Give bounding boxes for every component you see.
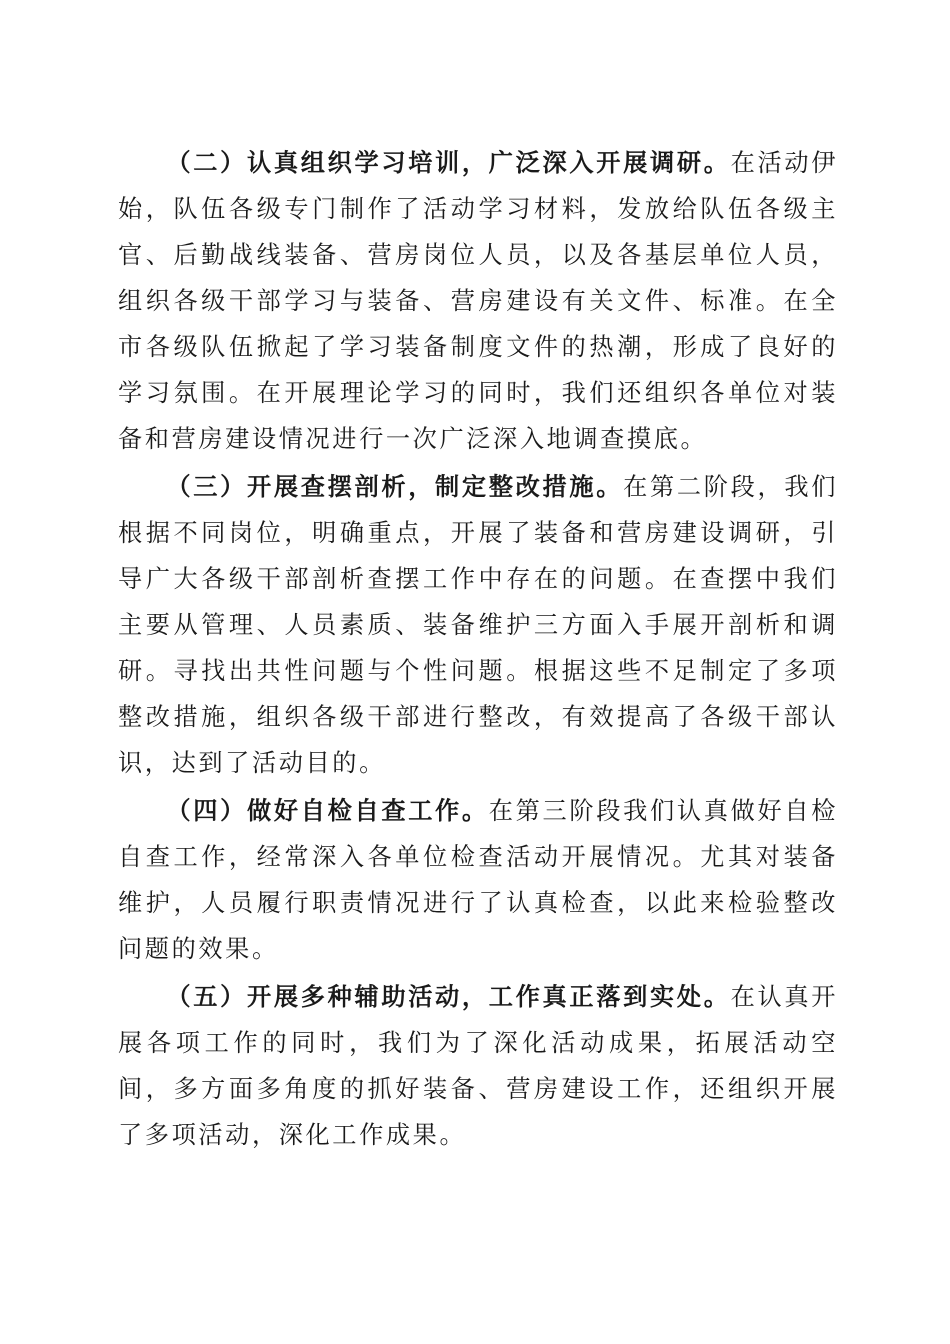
paragraph-body: 在认真开展各项工作的同时，我们为了深化活动成果，拓展活动空间，多方面多角度的抓好装备、营房建设工作，还组织开展了多项活动，深化工作成果。 [118, 983, 838, 1149]
paragraph-heading: （三）开展查摆剖析，制定整改措施。 [166, 472, 624, 501]
paragraph-body: 在第二阶段，我们根据不同岗位，明确重点，开展了装备和营房建设调研，引导广大各级干部剖析查摆工作中存在的问题。在查摆中我们主要从管理、人员素质、装备维护三方面入手展开剖析和调研。寻找出共性问题与个性问题。根据这些不足制定了多项整改措施，组织各级干部进行整改，有效提高了各级干部认识，达到了活动目的。 [118, 473, 838, 777]
paragraph-heading: （二）认真组织学习培训，广泛深入开展调研。 [166, 148, 731, 177]
paragraph-section-4 [118, 788, 838, 972]
paragraph-section-5 [118, 974, 838, 1158]
paragraph-section-3 [118, 464, 838, 786]
paragraph-heading: （四）做好自检自查工作。 [166, 796, 489, 825]
paragraph-body: 在第三阶段我们认真做好自检自查工作，经常深入各单位检查活动开展情况。尤其对装备维护，人员履行职责情况进行了认真检查，以此来检验整改问题的效果。 [118, 797, 838, 963]
paragraph-heading: （五）开展多种辅助活动，工作真正落到实处。 [166, 982, 731, 1011]
paragraph-section-2 [118, 140, 838, 462]
paragraph-body: 在活动伊始，队伍各级专门制作了活动学习材料，发放给队伍各级主官、后勤战线装备、营房岗位人员，以及各基层单位人员，组织各级干部学习与装备、营房建设有关文件、标准。在全市各级队伍掀起了学习装备制度文件的热潮，形成了良好的学习氛围。在开展理论学习的同时，我们还组织各单位对装备和营房建设情况进行一次广泛深入地调查摸底。 [118, 149, 838, 453]
document-page [118, 140, 838, 1160]
